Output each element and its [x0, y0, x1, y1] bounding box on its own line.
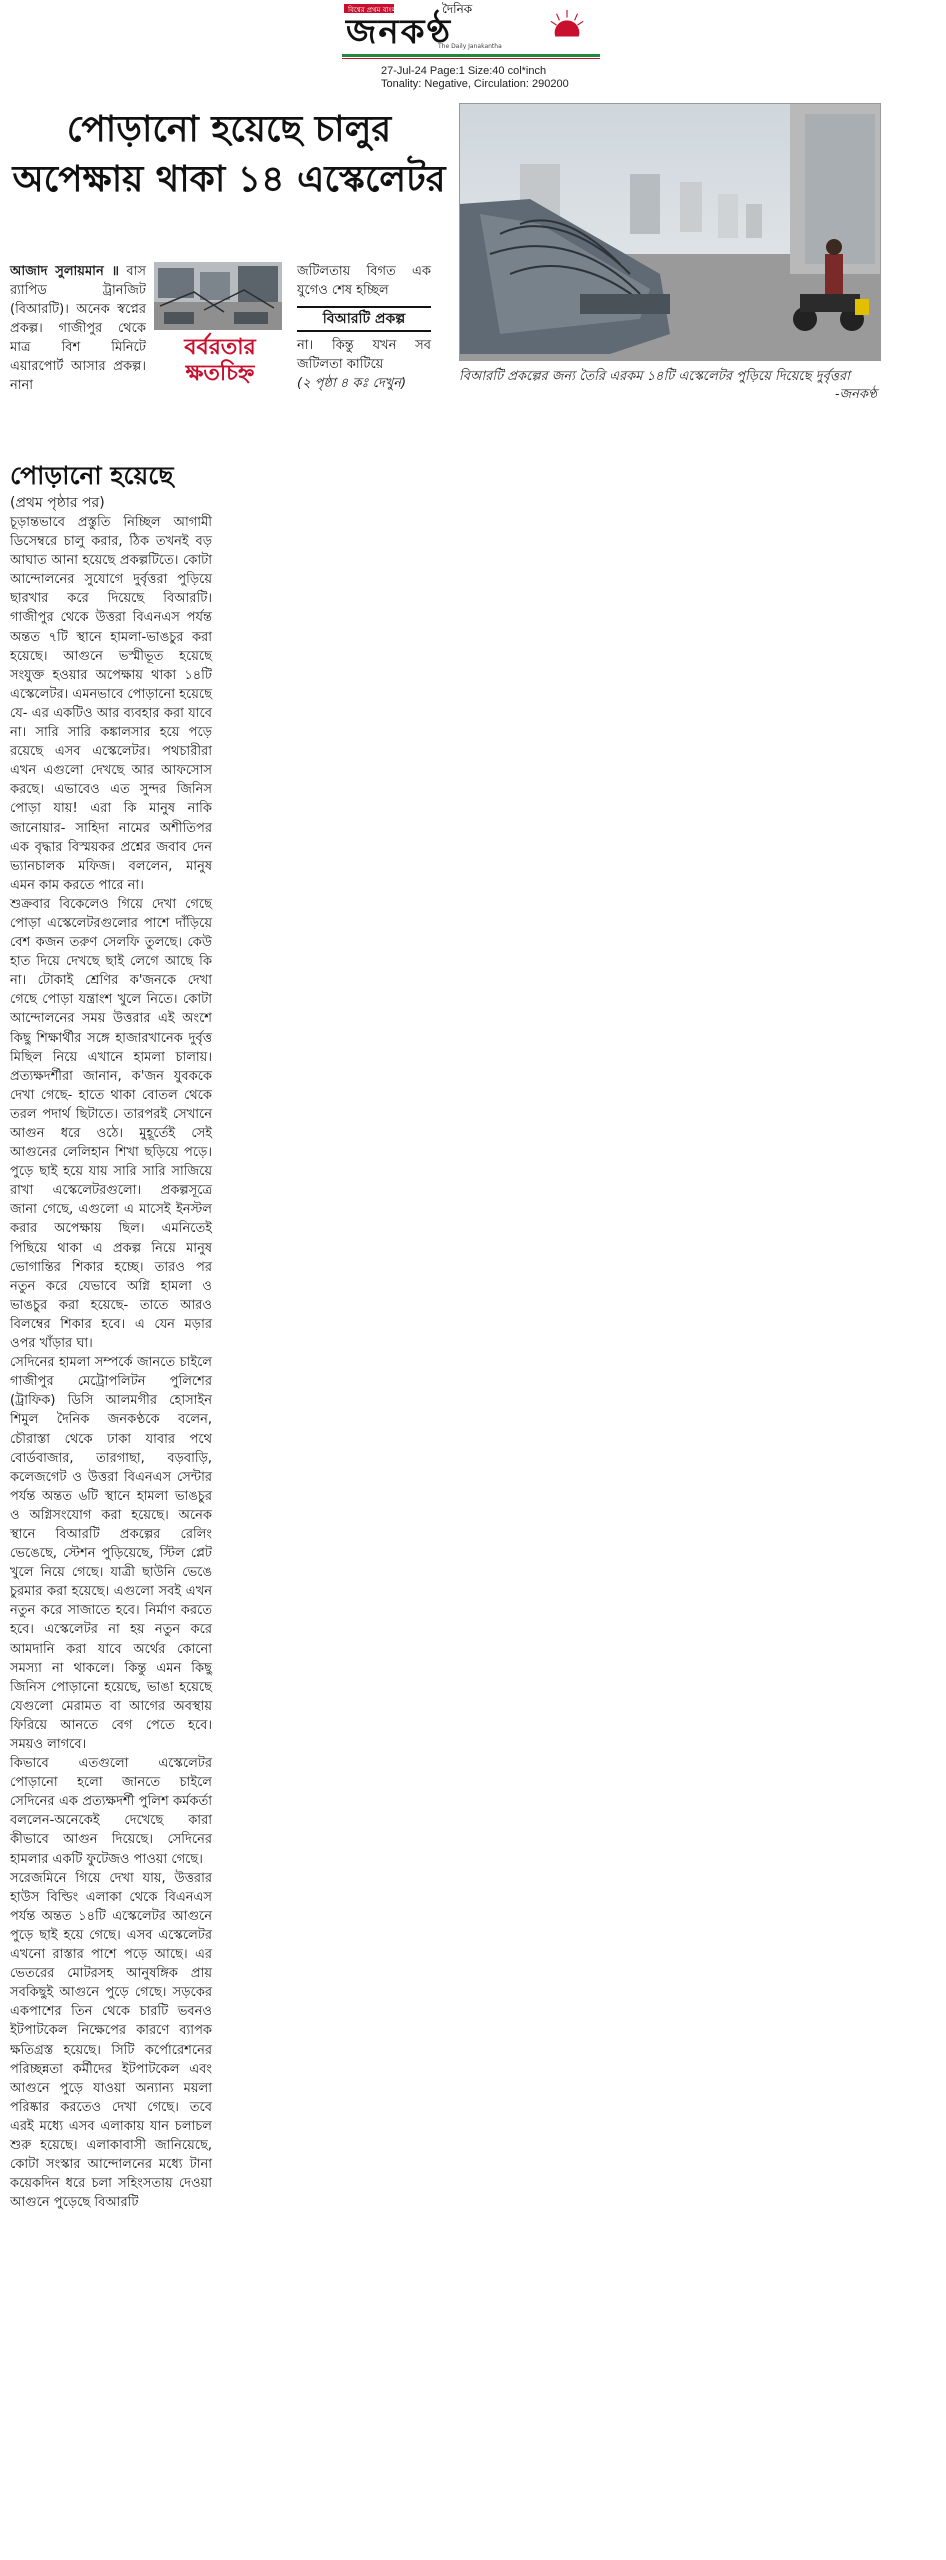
continuation-body — [10, 513, 212, 2212]
photo-caption-text: বিআরটি প্রকল্পের জন্য তৈরি এরকম ১৪টি এস্কেলেটর পুড়িয়ে দিয়েছে দুর্বৃত্তরা — [459, 369, 850, 384]
jump-line: (২ পৃষ্ঠা ৪ কঃ দেখুন) — [297, 376, 407, 391]
main-headline: পোড়ানো হয়েছে চালুর অপেক্ষায় থাকা ১৪ এস্কেলেটর — [12, 108, 446, 200]
inset-photo — [154, 262, 282, 330]
photo-credit: -জনকণ্ঠ — [835, 387, 877, 402]
continuation-title: পোড়ানো হয়েছে — [10, 461, 174, 490]
continuation-paragraph: চূড়ান্তভাবে প্রস্তুতি নিচ্ছিল আগামী ডিসেম্বরে চালু করার, ঠিক তখনই বড় আঘাত আনা হয়েছে প্রকল্পটিতে। কোটা আন্দোলনের সুযোগে দুর্বৃত্তরা পুড়িয়ে ছারখার করে দিয়েছে বিআরটি। গাজীপুর থেকে উত্তরা বিএনএস পর্যন্ত অন্তত ৭টি স্থানে হামলা-ভাঙচুর করা হয়েছে। আগুনে ভস্মীভূত হয়েছে সংযুক্ত হওয়ার অপেক্ষায় থাকা ১৪টি এস্কেলেটর। এমনভাবে পোড়ানো হয়েছে যে- এর একটিও আর ব্যবহার করা যাবে না। সারি সারি কঙ্কালসার হয়ে পড়ে রয়েছে এসব এস্কেলেটর। পথচারীরা এখন এগুলো দেখছে আর আফসোস করছে। এভাবেও এত সুন্দর জিনিস পোড়া যায়! এরা কি মানুষ নাকি জানোয়ার- সাহিদা নামের অশীতিপর এক বৃদ্ধার বিস্ময়কর প্রশ্নের জবাব দেন ভ্যানচালক মফিজ। বললেন, মানুষ এমন কাম করতে পারে না। — [10, 515, 212, 893]
sub-headline: বর্বরতার ক্ষতচিহ্ন — [184, 334, 256, 386]
inset-photo-illustration — [154, 262, 282, 330]
continuation-paragraph: সেদিনের হামলা সম্পর্কে জানতে চাইলে গাজীপুর মেট্রোপলিটন পুলিশের (ট্রাফিক) ডিসি আলমগীর হোসাইন শিমুল দৈনিক জনকণ্ঠকে বলেন, চৌরাস্তা থেকে ঢাকা যাবার পথে বোর্ডবাজার, তারগাছা, বড়বাড়ি, কলেজগেট ও উত্তরা বিএনএস সেন্টার পর্যন্ত অন্তত ৬টি স্থানে হামলা ভাঙচুর ও অগ্নিসংযোগ করা হয়েছে। অনেক স্থানে বিআরটি প্রকল্পের রেলিং ভেঙেছে, স্টেশন পুড়িয়েছে, স্টিল প্লেট খুলে নিয়ে গেছে। যাত্রী ছাউনি ভেঙে চুরমার করা হয়েছে। এগুলো সবই এখন নতুন করে সাজাতে হবে। নির্মাণ করতে হবে। এস্কেলেটর না হয় নতুন করে আমদানি করা যাবে অর্থের কোনো সমস্যা না থাকলে। কিন্তু এমন কিছু জিনিস পোড়ানো হয়েছে, ভাঙা হয়েছে যেগুলো মেরামত বা আগের অবস্থায় ফিরিয়ে আনতে বেগ পেতে হবে। সময়ও লাগবে। — [10, 1355, 212, 1752]
rising-sun-logo-icon — [548, 8, 586, 46]
photo-caption — [459, 368, 879, 402]
lead-text: বাস র‌্যাপিড ট্রানজিট (বিআরটি)। অনেক স্বপ্নের প্রকল্প। গাজীপুর থেকে মাত্র বিশ মিনিটে এয়ারপোর্ট আসার প্রকল্প। নানা — [10, 264, 147, 393]
section-label: বিআরটি প্রকল্প — [322, 311, 406, 327]
photo-illustration — [460, 104, 880, 360]
middle-column — [297, 262, 431, 393]
masthead-english-title: The Daily Janakantha — [438, 43, 502, 50]
continuation-paragraph: কিভাবে এতগুলো এস্কেলেটর পোড়ানো হলো জানতে চাইলে সেদিনের এক প্রত্যক্ষদর্শী পুলিশ কর্মকর্তা বললেন-অনেকেই দেখেছে কারা কীভাবে আগুন দিয়েছে। সেদিনের হামলার একটি ফুটেজও পাওয়া গেছে। — [10, 1756, 212, 1867]
middle-column-text-bottom: না। কিন্তু যখন সব জটিলতা কাটিয়ে — [297, 338, 431, 372]
masthead — [342, 2, 602, 64]
continuation-paragraph: শুক্রবার বিকেলেও গিয়ে দেখা গেছে পোড়া এস্কেলেটরগুলোর পাশে দাঁড়িয়ে বেশ কজন তরুণ সেলফি তুলছে। কেউ হাত দিয়ে দেখছে ছাই লেগে আছে কি না। টোকাই শ্রেণির ক'জনকে দেখা গেছে পোড়া যন্ত্রাংশ খুলে নিতে। কোটা আন্দোলনের সময় উত্তরার এই অংশে কিছু শিক্ষার্থীর সঙ্গে হাজারখানেক দুর্বৃত্ত মিছিল নিয়ে এখানে হামলা চালায়। প্রত্যক্ষদর্শীরা জানান, ক'জন যুবককে দেখা গেছে- হাতে থাকা বোতল থেকে তরল পদার্থ ছিটাতে। তারপরই সেখানে আগুন ধরে ওঠে। মুহূর্তেই সেই আগুনের লেলিহান শিখা ছড়িয়ে পড়ে। পুড়ে ছাই হয়ে যায় সারি সারি সাজিয়ে রাখা এস্কেলেটরগুলো। প্রকল্পসূত্রে জানা গেছে, এগুলো এ মাসেই ইনস্টল করার অপেক্ষায় ছিল। এমনিতেই পিছিয়ে থাকা এ প্রকল্প নিয়ে মানুষ ভোগান্তির শিকার হচ্ছে। তারও পর নতুন করে যেভাবে অগ্নি হামলা ও ভাঙচুর করা হয়েছে- তাতে আরও বিলম্বের শিকার হবে। এ যেন মড়ার ওপর খাঁড়ার ঘা। — [10, 896, 212, 1352]
masthead-small-label: দৈনিক — [442, 2, 473, 16]
middle-column-text-top: জটিলতায় বিগত এক যুগেও শেষ হচ্ছিল — [297, 264, 431, 298]
masthead-red-rule — [342, 58, 600, 59]
masthead-title: জনকণ্ঠ — [346, 12, 453, 52]
burned-escalators-photo — [459, 103, 881, 361]
lead-column — [10, 262, 146, 395]
masthead-green-rule — [342, 54, 600, 57]
continuation-subtitle: (প্রথম পৃষ্ঠার পর) — [10, 495, 105, 511]
clip-meta-tonality: Tonality: Negative, Circulation: 290200 — [381, 78, 569, 90]
section-rule-bottom — [297, 330, 431, 332]
masthead-tag: বিশ্বের প্রথম বাংলা — [348, 6, 399, 14]
continuation-paragraph: সরেজমিনে গিয়ে দেখা যায়, উত্তরার হাউস বিল্ডিং এলাকা থেকে বিএনএস পর্যন্ত অন্তত ১৪টি এস্কেলেটর আগুনে পুড়ে ছাই হয়ে গেছে। এসব এস্কেলেটর এখনো রাস্তার পাশে পড়ে আছে। এর ভেতরের মোটরসহ আনুষঙ্গিক প্রায় সবকিছুই আগুনে পুড়ে গেছে। সড়কের একপাশের তিন থেকে চারটি ভবনও ইটপাটকেল নিক্ষেপের কারণে ব্যাপক ক্ষতিগ্রস্ত হয়েছে। সিটি কর্পোরেশনের পরিচ্ছন্নতা কর্মীদের ইটপাটকেল এবং আগুনে পুড়ে যাওয়া অন্যান্য ময়লা পরিষ্কার করতেও দেখা গেছে। তবে এরই মধ্যে এসব এলাকায় যান চলাচল শুরু হয়েছে। এলাকাবাসী জানিয়েছে, কোটা সংস্কার আন্দোলনের মধ্যে টানা কয়েকদিন ধরে চলা সহিংসতায় দেওয়া আগুনে পুড়েছে বিআরটি — [10, 1870, 212, 2211]
clip-meta-date-page: 27-Jul-24 Page:1 Size:40 col*inch — [381, 65, 547, 77]
byline: আজাদ সুলায়মান ॥ — [10, 264, 119, 279]
